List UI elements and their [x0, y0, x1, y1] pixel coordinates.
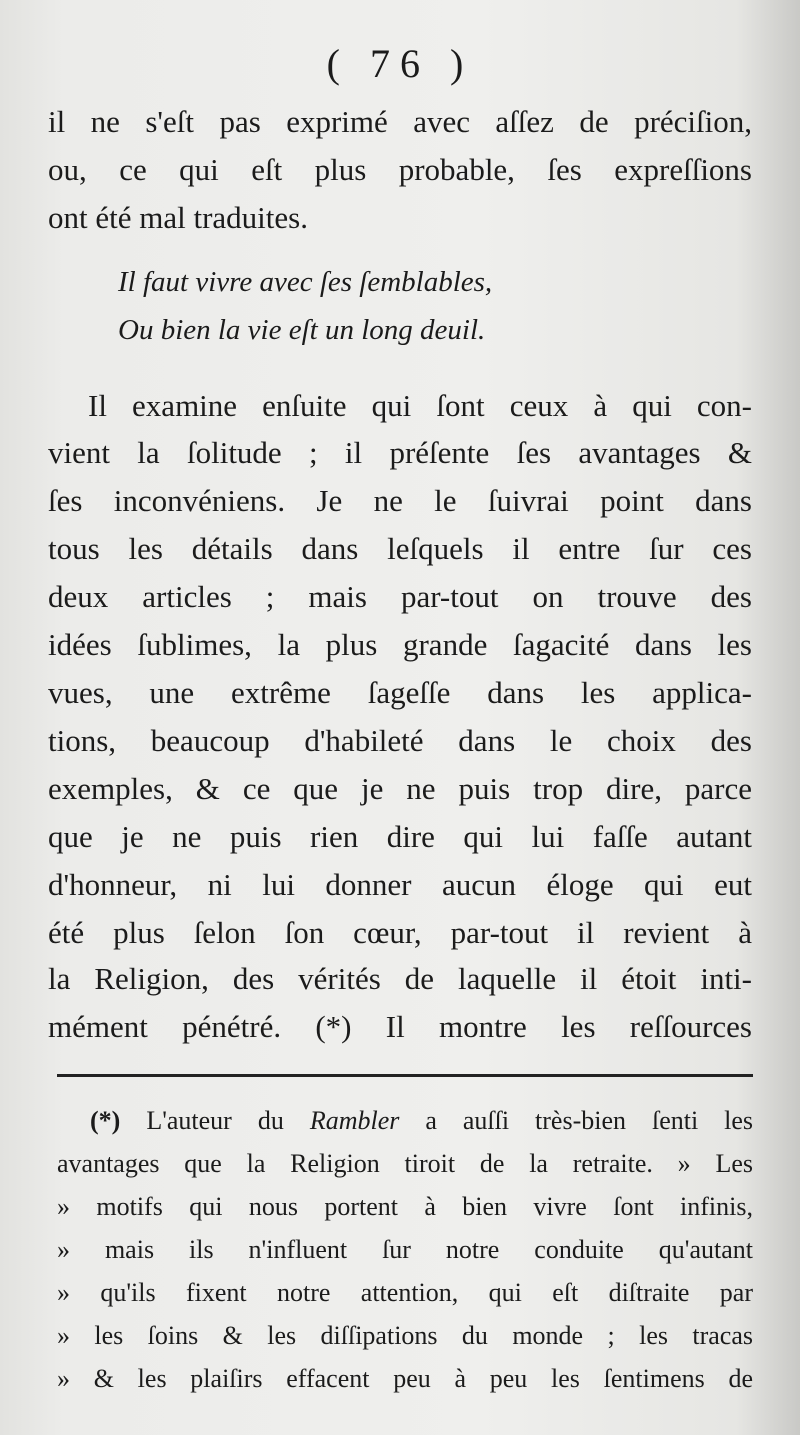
text-line: été plus ſelon ſon cœur, par-tout il revient à — [48, 915, 752, 950]
text-line: tions, beaucoup d'habileté dans le choix des — [48, 723, 752, 758]
footnote-line: avantages que la Religion tiroit de la retraite. » Les — [57, 1149, 753, 1178]
text-line: exemples, & ce que je ne puis trop dire, parce — [48, 771, 752, 806]
footnote-text: a auſſi très-bien ſenti les — [425, 1106, 754, 1135]
text-line: vues, une extrême ſageſſe dans les applica- — [48, 675, 752, 710]
text-line: ont été mal traduites. — [48, 200, 308, 235]
text-line: il ne s'eſt pas exprimé avec aſſez de préciſion, — [48, 104, 752, 139]
text-line: idées ſublimes, la plus grande ſagacité dans les — [48, 627, 752, 662]
text-line: ſes inconvéniens. Je ne le ſuivrai point dans — [48, 483, 752, 518]
text-line: deux articles ; mais par-tout on trouve des — [48, 579, 752, 614]
footnote-line: » & les plaiſirs effacent peu à peu les ſentimens de — [57, 1364, 753, 1393]
verse-line: Ou bien la vie eſt un long deuil. — [118, 314, 486, 346]
footnote-line: » les ſoins & les diſſipations du monde ; les tracas — [57, 1321, 753, 1350]
footnote-line: » mais ils n'influent ſur notre conduite qu'autant — [57, 1235, 753, 1264]
footnote-line: » motifs qui nous portent à bien vivre ſont infinis, — [57, 1192, 753, 1221]
text-line: vient la ſolitude ; il préſente ſes avantages & — [48, 435, 752, 470]
text-line: mément pénétré. (*) Il montre les reſſources — [48, 1009, 752, 1044]
text-line: la Religion, des vérités de laquelle il étoit inti- — [48, 961, 752, 996]
footnote-line: » qu'ils fixent notre attention, qui eſt diſtraite par — [57, 1278, 753, 1307]
text-line: Il examine enſuite qui ſont ceux à qui con- — [88, 388, 752, 423]
footnote-italic-title: Rambler — [309, 1106, 400, 1135]
text-line: ou, ce qui eſt plus probable, ſes expreſſions — [48, 152, 752, 187]
footnote-text: L'auteur du — [146, 1106, 284, 1135]
verse-line: Il faut vivre avec ſes ſemblables, — [118, 266, 493, 298]
text-line: d'honneur, ni lui donner aucun éloge qui eut — [48, 867, 752, 902]
footnote-line — [90, 1108, 753, 1134]
page-number: ( 76 ) — [326, 41, 474, 86]
footnote-divider — [57, 1074, 753, 1077]
text-line: que je ne puis rien dire qui lui faſſe autant — [48, 819, 752, 854]
footnote-mark: (*) — [90, 1106, 121, 1135]
text-line: tous les détails dans leſquels il entre ſur ces — [48, 531, 752, 566]
